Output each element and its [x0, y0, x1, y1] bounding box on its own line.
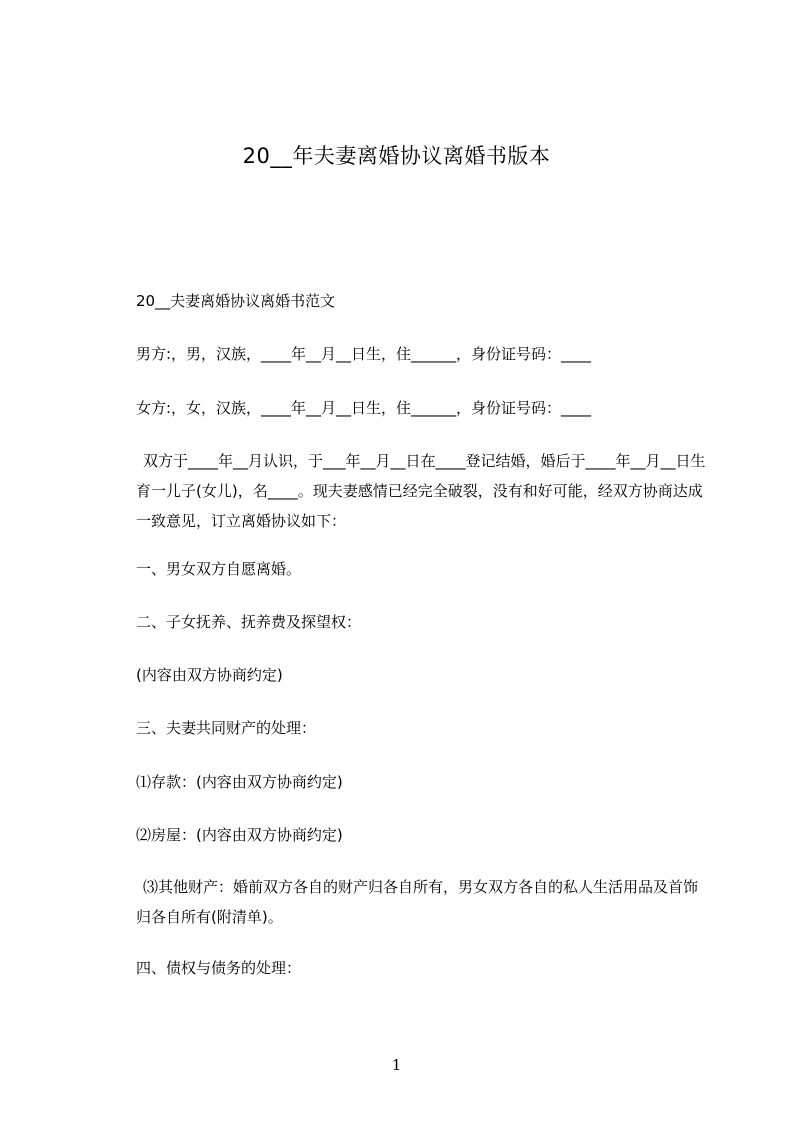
clause-4: 四、债权与债务的处理： [136, 959, 302, 977]
woman-info-line: 女方:，女，汉族，____年__月__日生，住______，身份证号码：____ [136, 399, 592, 417]
clause-3-2: ⑵房屋：(内容由双方协商约定) [136, 826, 343, 844]
clause-3-3: ⑶其他财产：婚前双方各自的财产归各自所有，男女双方各自的私人生活用品及首饰归各自所有(附清单)。 [136, 878, 699, 926]
clause-1: 一、男女双方自愿离婚。 [136, 560, 302, 578]
intro-paragraph: 双方于____年__月认识，于___年__月__日在____登记结婚，婚后于____年__月__日生育一儿子(女儿)，名____。现夫妻感情已经完全破裂，没有和好可能，经双方协商达成一致意见，订立离婚协议如下： [136, 452, 706, 530]
man-info-line: 男方:，男，汉族，____年__月__日生，住______，身份证号码：____ [136, 345, 592, 363]
document-title: 20__年夫妻离婚协议离婚书版本 [242, 144, 551, 168]
clause-2-detail: (内容由双方协商约定) [136, 666, 283, 684]
document-subtitle: 20__夫妻离婚协议离婚书范文 [136, 292, 336, 310]
page-number: 1 [391, 1056, 402, 1074]
clause-2: 二、子女抚养、抚养费及探望权： [136, 613, 362, 631]
clause-3: 三、夫妻共同财产的处理： [136, 719, 317, 737]
clause-3-1: ⑴存款：(内容由双方协商约定) [136, 773, 343, 791]
